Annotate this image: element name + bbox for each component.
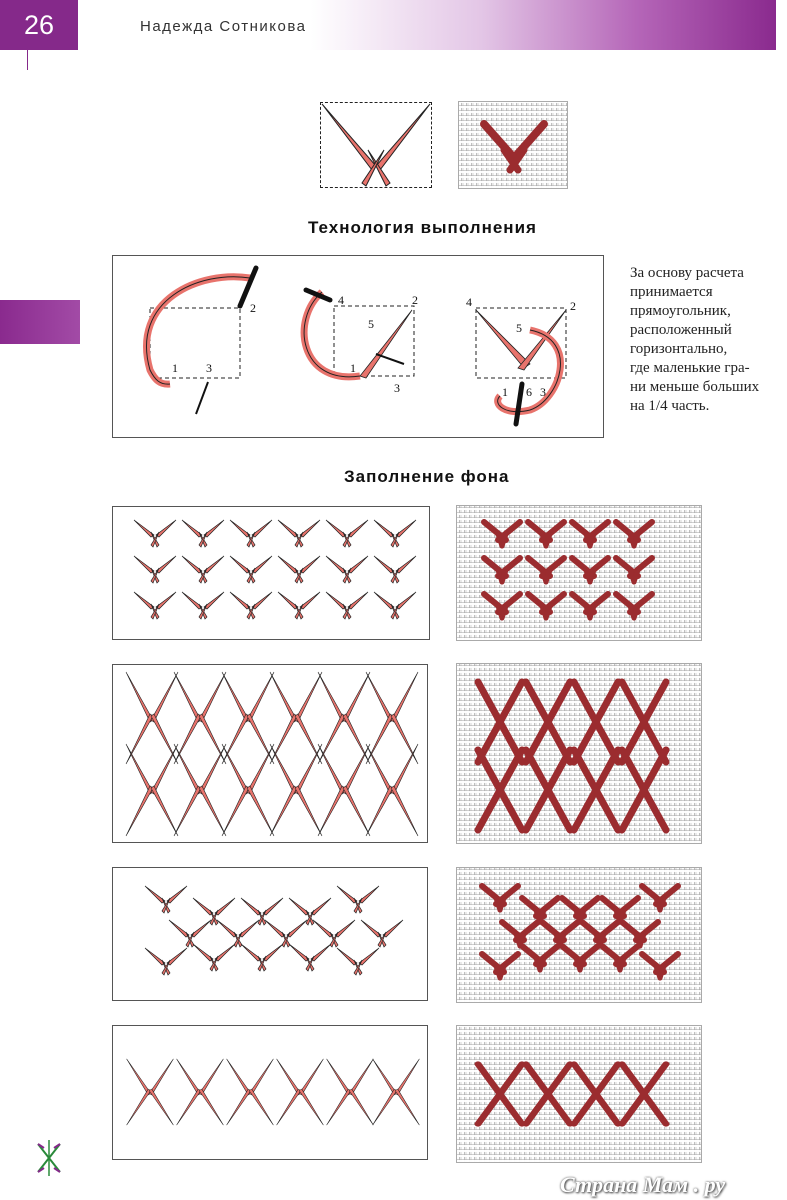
technology-step-2 — [304, 290, 418, 395]
description-line: где маленькие гра- — [630, 360, 750, 376]
description-line: За основу расчета — [630, 265, 744, 281]
step2-label: 5 — [368, 317, 374, 331]
technology-step-1 — [146, 268, 256, 414]
description-line: расположенный — [630, 322, 732, 338]
technology-step-3 — [466, 295, 576, 424]
step2-label: 3 — [394, 381, 400, 395]
author-name: Надежда Сотникова — [140, 18, 307, 35]
pattern-2-drawing — [126, 672, 418, 836]
pattern-3-drawing — [145, 886, 403, 975]
pattern-1-drawing — [134, 520, 416, 619]
description-line: ни меньше больших — [630, 379, 760, 395]
step1-label: 3 — [206, 361, 212, 375]
page-number: 26 — [0, 0, 78, 50]
step2-label: 4 — [338, 293, 344, 307]
technology-heading: Технология выполнения — [308, 218, 537, 237]
corner-ornament-icon — [34, 1138, 64, 1178]
pattern-4-drawing — [127, 1059, 420, 1125]
step3-label: 6 — [526, 385, 532, 399]
description-line: на 1/4 часть. — [630, 398, 710, 414]
description-line: принимается — [630, 284, 713, 300]
step1-label: 1 — [172, 361, 178, 375]
step3-label: 4 — [466, 295, 472, 309]
step3-label: 3 — [540, 385, 546, 399]
sample-butterfly-photo — [484, 124, 544, 170]
pattern-3-embroidery — [482, 886, 678, 978]
step3-label: 1 — [502, 385, 508, 399]
pattern-2-embroidery — [478, 682, 666, 830]
pattern-1-embroidery — [484, 522, 652, 618]
background-heading: Заполнение фона — [344, 467, 510, 486]
sample-butterfly — [322, 104, 430, 186]
step2-label: 1 — [350, 361, 356, 375]
step3-label: 5 — [516, 321, 522, 335]
step1-label: 2 — [250, 301, 256, 315]
pattern-4-embroidery — [478, 1064, 666, 1124]
step2-label: 2 — [412, 293, 418, 307]
step3-label: 2 — [570, 299, 576, 313]
description-line: прямоугольник, — [630, 303, 731, 319]
description-line: горизонтально, — [630, 341, 728, 357]
watermark: Страна Мам . ру — [560, 1172, 726, 1197]
